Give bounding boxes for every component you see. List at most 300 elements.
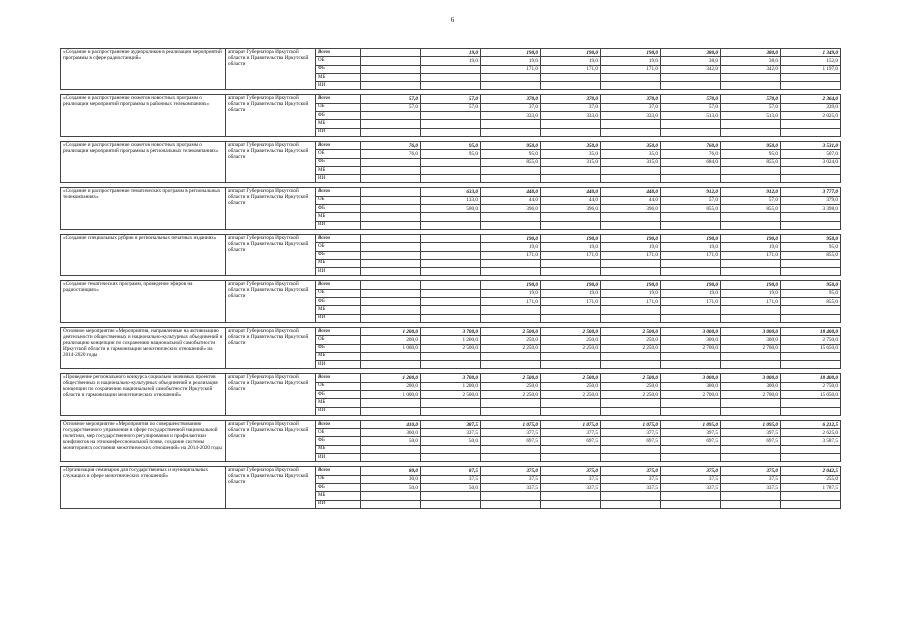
year-amount-cell: 250,0 bbox=[481, 382, 541, 390]
funding-source: Всего bbox=[316, 188, 361, 196]
year-amount-cell bbox=[541, 454, 601, 462]
table-row bbox=[61, 374, 841, 382]
year-amount-cell bbox=[721, 120, 781, 128]
year-amount-cell: 1 095,0 bbox=[661, 420, 721, 428]
year-amount-cell bbox=[721, 166, 781, 174]
total-amount-cell: 855,0 bbox=[781, 251, 841, 259]
year-amount-cell: 190,0 bbox=[661, 281, 721, 289]
year-amount-cell: 440,0 bbox=[541, 188, 601, 196]
year-amount-cell: 200,0 bbox=[361, 382, 421, 390]
total-amount-cell: 2 042,5 bbox=[781, 467, 841, 475]
year-amount-cell: 57,0 bbox=[421, 95, 481, 103]
year-amount-cell bbox=[601, 268, 661, 276]
year-amount-cell bbox=[601, 73, 661, 81]
year-amount-cell bbox=[361, 128, 421, 136]
year-amount-cell: 440,0 bbox=[601, 188, 661, 196]
year-amount-cell: 171,0 bbox=[601, 298, 661, 306]
activity-name: «Создание тематических программ, проведение эфиров на радиостанциях» bbox=[61, 281, 226, 322]
funding-source: ФБ bbox=[316, 158, 361, 166]
year-amount-cell bbox=[421, 500, 481, 508]
year-amount-cell bbox=[421, 289, 481, 297]
year-amount-cell bbox=[421, 112, 481, 120]
year-amount-cell: 37,5 bbox=[421, 475, 481, 483]
year-amount-cell bbox=[721, 306, 781, 314]
total-amount-cell bbox=[781, 221, 841, 229]
year-amount-cell: 370,0 bbox=[541, 95, 601, 103]
year-amount-cell: 397,5 bbox=[661, 429, 721, 437]
funding-source: МБ bbox=[316, 73, 361, 81]
year-amount-cell: 95,0 bbox=[481, 150, 541, 158]
year-amount-cell bbox=[721, 221, 781, 229]
year-amount-cell: 190,0 bbox=[541, 281, 601, 289]
table-row bbox=[61, 467, 841, 475]
year-amount-cell: 1 095,0 bbox=[721, 420, 781, 428]
year-amount-cell bbox=[421, 361, 481, 369]
year-amount-cell bbox=[421, 352, 481, 360]
total-amount-cell bbox=[781, 120, 841, 128]
year-amount-cell bbox=[421, 221, 481, 229]
table-row bbox=[61, 420, 841, 428]
total-amount-cell: 255,0 bbox=[781, 475, 841, 483]
year-amount-cell: 171,0 bbox=[481, 251, 541, 259]
year-amount-cell bbox=[361, 120, 421, 128]
year-amount-cell: 19,0 bbox=[481, 243, 541, 251]
year-amount-cell bbox=[721, 445, 781, 453]
year-amount-cell: 171,0 bbox=[481, 65, 541, 73]
year-amount-cell bbox=[661, 314, 721, 322]
funding-source: ИИ bbox=[316, 407, 361, 415]
executor-name: аппарат Губернатора Иркутской области и Правительства Иркутской области bbox=[226, 141, 316, 182]
page-number: 6 bbox=[450, 16, 455, 24]
total-amount-cell: 95,0 bbox=[781, 289, 841, 297]
activity-name: «Создание специальных рубрик в региональных печатных изданиях» bbox=[61, 234, 226, 275]
year-amount-cell bbox=[481, 175, 541, 183]
year-amount-cell bbox=[601, 454, 661, 462]
year-amount-cell: 2 700,0 bbox=[661, 390, 721, 398]
year-amount-cell: 3 000,0 bbox=[721, 327, 781, 335]
year-amount-cell: 190,0 bbox=[481, 234, 541, 242]
year-amount-cell: 300,0 bbox=[721, 382, 781, 390]
year-amount-cell bbox=[481, 221, 541, 229]
year-amount-cell: 2 250,0 bbox=[541, 390, 601, 398]
budget-table bbox=[60, 48, 841, 509]
year-amount-cell bbox=[721, 259, 781, 267]
year-amount-cell: 38,0 bbox=[721, 57, 781, 65]
total-amount-cell: 3 531,0 bbox=[781, 141, 841, 149]
year-amount-cell: 300,0 bbox=[661, 336, 721, 344]
year-amount-cell: 333,0 bbox=[481, 112, 541, 120]
year-amount-cell bbox=[361, 306, 421, 314]
funding-source: Всего bbox=[316, 327, 361, 335]
year-amount-cell: 513,0 bbox=[721, 112, 781, 120]
funding-source: Всего bbox=[316, 281, 361, 289]
year-amount-cell: 2 250,0 bbox=[601, 344, 661, 352]
year-amount-cell: 337,5 bbox=[481, 483, 541, 491]
funding-source: ФБ bbox=[316, 298, 361, 306]
year-amount-cell: 171,0 bbox=[721, 298, 781, 306]
year-amount-cell: 50,0 bbox=[421, 483, 481, 491]
year-amount-cell bbox=[421, 120, 481, 128]
year-amount-cell bbox=[541, 221, 601, 229]
year-amount-cell bbox=[721, 492, 781, 500]
funding-source: ИИ bbox=[316, 361, 361, 369]
year-amount-cell: 250,0 bbox=[601, 336, 661, 344]
year-amount-cell: 95,0 bbox=[721, 150, 781, 158]
year-amount-cell bbox=[481, 73, 541, 81]
year-amount-cell: 30,0 bbox=[361, 475, 421, 483]
year-amount-cell: 337,5 bbox=[421, 429, 481, 437]
year-amount-cell: 2 700,0 bbox=[721, 390, 781, 398]
year-amount-cell: 912,0 bbox=[661, 188, 721, 196]
year-amount-cell bbox=[541, 259, 601, 267]
executor-name: аппарат Губернатора Иркутской области и Правительства Иркутской области bbox=[226, 467, 316, 508]
year-amount-cell: 19,0 bbox=[541, 57, 601, 65]
year-amount-cell bbox=[541, 445, 601, 453]
funding-source: МБ bbox=[316, 213, 361, 221]
year-amount-cell bbox=[361, 251, 421, 259]
year-amount-cell bbox=[661, 445, 721, 453]
year-amount-cell: 19,0 bbox=[601, 243, 661, 251]
funding-source: МБ bbox=[316, 399, 361, 407]
year-amount-cell bbox=[361, 234, 421, 242]
year-amount-cell: 397,5 bbox=[721, 429, 781, 437]
funding-source: ИИ bbox=[316, 454, 361, 462]
funding-source: ИИ bbox=[316, 128, 361, 136]
year-amount-cell: 1 000,0 bbox=[361, 390, 421, 398]
year-amount-cell: 2 500,0 bbox=[541, 327, 601, 335]
year-amount-cell bbox=[481, 445, 541, 453]
year-amount-cell: 87,5 bbox=[421, 467, 481, 475]
funding-source: Всего bbox=[316, 374, 361, 382]
year-amount-cell: 380,0 bbox=[661, 49, 721, 57]
total-amount-cell: 339,0 bbox=[781, 103, 841, 111]
funding-source: ОБ bbox=[316, 336, 361, 344]
year-amount-cell bbox=[541, 500, 601, 508]
year-amount-cell bbox=[661, 73, 721, 81]
year-amount-cell bbox=[421, 158, 481, 166]
year-amount-cell: 19,0 bbox=[421, 49, 481, 57]
year-amount-cell: 2 250,0 bbox=[541, 344, 601, 352]
year-amount-cell: 3 000,0 bbox=[661, 374, 721, 382]
year-amount-cell bbox=[421, 65, 481, 73]
total-amount-cell bbox=[781, 352, 841, 360]
year-amount-cell: 697,5 bbox=[721, 437, 781, 445]
total-amount-cell: 3 777,0 bbox=[781, 188, 841, 196]
year-amount-cell bbox=[661, 500, 721, 508]
year-amount-cell bbox=[481, 120, 541, 128]
year-amount-cell bbox=[721, 213, 781, 221]
year-amount-cell: 377,5 bbox=[481, 429, 541, 437]
total-amount-cell: 18 400,0 bbox=[781, 374, 841, 382]
year-amount-cell: 57,0 bbox=[421, 103, 481, 111]
year-amount-cell: 2 500,0 bbox=[601, 374, 661, 382]
year-amount-cell bbox=[721, 361, 781, 369]
year-amount-cell: 50,0 bbox=[361, 437, 421, 445]
activity-name: «Организация семинаров для государственных и муниципальных служащих в сфере межэтнических отношений» bbox=[61, 467, 226, 508]
year-amount-cell: 19,0 bbox=[721, 289, 781, 297]
year-amount-cell: 19,0 bbox=[721, 243, 781, 251]
year-amount-cell bbox=[361, 213, 421, 221]
year-amount-cell: 80,0 bbox=[361, 467, 421, 475]
year-amount-cell bbox=[421, 166, 481, 174]
year-amount-cell: 855,0 bbox=[721, 205, 781, 213]
year-amount-cell bbox=[601, 259, 661, 267]
year-amount-cell: 76,0 bbox=[361, 150, 421, 158]
year-amount-cell bbox=[421, 407, 481, 415]
year-amount-cell bbox=[361, 399, 421, 407]
year-amount-cell: 912,0 bbox=[721, 188, 781, 196]
year-amount-cell: 500,0 bbox=[421, 205, 481, 213]
year-amount-cell: 171,0 bbox=[601, 251, 661, 259]
total-amount-cell: 507,0 bbox=[781, 150, 841, 158]
year-amount-cell bbox=[541, 361, 601, 369]
activity-name: «Проведение регионального конкурса социально значимых проектов общественных и национально-культурных объединений и реализация концепции по сохранению национальной самобытности Иркутской области и гармонизации межэтнических отношений» bbox=[61, 374, 226, 415]
year-amount-cell bbox=[421, 298, 481, 306]
year-amount-cell: 37,5 bbox=[541, 475, 601, 483]
year-amount-cell bbox=[601, 361, 661, 369]
total-amount-cell: 950,0 bbox=[781, 281, 841, 289]
funding-source: ФБ bbox=[316, 251, 361, 259]
year-amount-cell bbox=[661, 120, 721, 128]
year-amount-cell: 342,0 bbox=[721, 65, 781, 73]
year-amount-cell bbox=[481, 166, 541, 174]
year-amount-cell bbox=[601, 175, 661, 183]
total-amount-cell bbox=[781, 314, 841, 322]
funding-source: МБ bbox=[316, 492, 361, 500]
year-amount-cell: 171,0 bbox=[541, 65, 601, 73]
year-amount-cell bbox=[541, 306, 601, 314]
year-amount-cell: 50,0 bbox=[361, 483, 421, 491]
year-amount-cell bbox=[661, 213, 721, 221]
year-amount-cell: 697,5 bbox=[601, 437, 661, 445]
year-amount-cell: 396,0 bbox=[481, 205, 541, 213]
table-row bbox=[61, 281, 841, 289]
year-amount-cell bbox=[421, 128, 481, 136]
activity-name: «Создание и распространение тематических программ в региональных телекомпаниях» bbox=[61, 188, 226, 229]
executor-name: аппарат Губернатора Иркутской области и Правительства Иркутской области bbox=[226, 327, 316, 368]
total-amount-cell: 3 024,0 bbox=[781, 158, 841, 166]
total-amount-cell: 6 212,5 bbox=[781, 420, 841, 428]
funding-source: ОБ bbox=[316, 196, 361, 204]
year-amount-cell bbox=[541, 352, 601, 360]
year-amount-cell: 2 250,0 bbox=[601, 390, 661, 398]
budget-table-body bbox=[61, 49, 841, 509]
year-amount-cell: 855,0 bbox=[481, 158, 541, 166]
year-amount-cell: 300,0 bbox=[721, 336, 781, 344]
funding-source: Всего bbox=[316, 49, 361, 57]
funding-source: Всего bbox=[316, 420, 361, 428]
year-amount-cell: 37,5 bbox=[481, 475, 541, 483]
year-amount-cell: 697,5 bbox=[481, 437, 541, 445]
funding-source: ФБ bbox=[316, 437, 361, 445]
year-amount-cell bbox=[721, 399, 781, 407]
total-amount-cell bbox=[781, 259, 841, 267]
year-amount-cell: 377,5 bbox=[541, 429, 601, 437]
funding-source: МБ bbox=[316, 120, 361, 128]
funding-source: ФБ bbox=[316, 112, 361, 120]
year-amount-cell: 190,0 bbox=[601, 49, 661, 57]
year-amount-cell: 44,0 bbox=[481, 196, 541, 204]
total-amount-cell bbox=[781, 399, 841, 407]
year-amount-cell: 375,0 bbox=[721, 467, 781, 475]
year-amount-cell bbox=[541, 166, 601, 174]
year-amount-cell bbox=[481, 82, 541, 90]
year-amount-cell: 380,0 bbox=[721, 49, 781, 57]
year-amount-cell bbox=[421, 243, 481, 251]
year-amount-cell: 1 000,0 bbox=[361, 344, 421, 352]
total-amount-cell bbox=[781, 175, 841, 183]
year-amount-cell: 633,0 bbox=[421, 188, 481, 196]
total-amount-cell bbox=[781, 268, 841, 276]
year-amount-cell: 2 500,0 bbox=[541, 374, 601, 382]
funding-source: ОБ bbox=[316, 475, 361, 483]
executor-name: аппарат Губернатора Иркутской области и Правительства Иркутской области bbox=[226, 420, 316, 461]
year-amount-cell: 337,5 bbox=[661, 483, 721, 491]
year-amount-cell: 337,5 bbox=[541, 483, 601, 491]
total-amount-cell: 152,0 bbox=[781, 57, 841, 65]
funding-source: Всего bbox=[316, 467, 361, 475]
funding-source: МБ bbox=[316, 352, 361, 360]
year-amount-cell: 1 200,0 bbox=[361, 374, 421, 382]
year-amount-cell bbox=[481, 500, 541, 508]
year-amount-cell bbox=[361, 188, 421, 196]
year-amount-cell: 2 500,0 bbox=[601, 327, 661, 335]
year-amount-cell bbox=[481, 407, 541, 415]
year-amount-cell: 315,0 bbox=[541, 158, 601, 166]
year-amount-cell: 57,0 bbox=[721, 196, 781, 204]
year-amount-cell bbox=[481, 361, 541, 369]
year-amount-cell: 19,0 bbox=[481, 57, 541, 65]
year-amount-cell bbox=[361, 407, 421, 415]
year-amount-cell: 950,0 bbox=[721, 141, 781, 149]
year-amount-cell: 250,0 bbox=[481, 336, 541, 344]
executor-name: аппарат Губернатора Иркутской области и Правительства Иркутской области bbox=[226, 49, 316, 90]
year-amount-cell bbox=[661, 82, 721, 90]
total-amount-cell: 3 398,0 bbox=[781, 205, 841, 213]
total-amount-cell: 2 025,0 bbox=[781, 112, 841, 120]
year-amount-cell bbox=[541, 120, 601, 128]
funding-source: ОБ bbox=[316, 429, 361, 437]
year-amount-cell: 375,0 bbox=[601, 467, 661, 475]
year-amount-cell bbox=[361, 289, 421, 297]
year-amount-cell bbox=[541, 73, 601, 81]
total-amount-cell bbox=[781, 445, 841, 453]
year-amount-cell bbox=[421, 306, 481, 314]
year-amount-cell: 95,0 bbox=[421, 150, 481, 158]
year-amount-cell: 360,0 bbox=[361, 429, 421, 437]
total-amount-cell: 2 750,0 bbox=[781, 336, 841, 344]
total-amount-cell bbox=[781, 82, 841, 90]
year-amount-cell bbox=[541, 407, 601, 415]
year-amount-cell: 19,0 bbox=[481, 289, 541, 297]
year-amount-cell bbox=[361, 57, 421, 65]
total-amount-cell bbox=[781, 492, 841, 500]
funding-source: МБ bbox=[316, 259, 361, 267]
year-amount-cell bbox=[601, 445, 661, 453]
year-amount-cell bbox=[661, 407, 721, 415]
total-amount-cell bbox=[781, 213, 841, 221]
year-amount-cell: 396,0 bbox=[541, 205, 601, 213]
funding-source: ИИ bbox=[316, 314, 361, 322]
year-amount-cell bbox=[421, 314, 481, 322]
year-amount-cell: 410,0 bbox=[361, 420, 421, 428]
year-amount-cell bbox=[541, 314, 601, 322]
year-amount-cell: 375,0 bbox=[541, 467, 601, 475]
total-amount-cell: 95,0 bbox=[781, 243, 841, 251]
year-amount-cell bbox=[361, 314, 421, 322]
executor-name: аппарат Губернатора Иркутской области и Правительства Иркутской области bbox=[226, 188, 316, 229]
total-amount-cell bbox=[781, 500, 841, 508]
year-amount-cell: 377,5 bbox=[601, 429, 661, 437]
year-amount-cell: 171,0 bbox=[661, 251, 721, 259]
year-amount-cell: 19,0 bbox=[661, 289, 721, 297]
total-amount-cell: 2 750,0 bbox=[781, 382, 841, 390]
funding-source: ФБ bbox=[316, 483, 361, 491]
table-row bbox=[61, 327, 841, 335]
year-amount-cell: 697,5 bbox=[661, 437, 721, 445]
year-amount-cell bbox=[481, 352, 541, 360]
year-amount-cell bbox=[361, 196, 421, 204]
year-amount-cell: 190,0 bbox=[481, 281, 541, 289]
year-amount-cell bbox=[601, 120, 661, 128]
year-amount-cell: 57,0 bbox=[721, 103, 781, 111]
executor-name: аппарат Губернатора Иркутской области и Правительства Иркутской области bbox=[226, 281, 316, 322]
year-amount-cell: 1 200,0 bbox=[361, 327, 421, 335]
table-row bbox=[61, 49, 841, 57]
year-amount-cell: 76,0 bbox=[661, 150, 721, 158]
year-amount-cell bbox=[421, 399, 481, 407]
year-amount-cell bbox=[661, 454, 721, 462]
year-amount-cell bbox=[361, 281, 421, 289]
funding-source: МБ bbox=[316, 445, 361, 453]
year-amount-cell bbox=[721, 73, 781, 81]
year-amount-cell bbox=[541, 175, 601, 183]
year-amount-cell: 1 075,0 bbox=[601, 420, 661, 428]
activity-name: «Создание и распространение аудиороликов в реализации мероприятий программы в сфере радиостанций» bbox=[61, 49, 226, 90]
year-amount-cell bbox=[421, 251, 481, 259]
year-amount-cell bbox=[481, 268, 541, 276]
year-amount-cell bbox=[361, 454, 421, 462]
total-amount-cell: 379,0 bbox=[781, 196, 841, 204]
year-amount-cell bbox=[361, 243, 421, 251]
year-amount-cell: 337,5 bbox=[721, 483, 781, 491]
executor-name: аппарат Губернатора Иркутской области и Правительства Иркутской области bbox=[226, 374, 316, 415]
funding-source: ИИ bbox=[316, 221, 361, 229]
total-amount-cell bbox=[781, 166, 841, 174]
funding-source: ИИ bbox=[316, 268, 361, 276]
total-amount-cell: 2 625,0 bbox=[781, 429, 841, 437]
year-amount-cell bbox=[421, 454, 481, 462]
funding-source: Всего bbox=[316, 95, 361, 103]
year-amount-cell bbox=[601, 492, 661, 500]
year-amount-cell bbox=[661, 268, 721, 276]
year-amount-cell bbox=[361, 112, 421, 120]
year-amount-cell bbox=[661, 352, 721, 360]
year-amount-cell bbox=[361, 166, 421, 174]
year-amount-cell: 1 075,0 bbox=[481, 420, 541, 428]
year-amount-cell: 37,0 bbox=[601, 103, 661, 111]
year-amount-cell: 250,0 bbox=[601, 382, 661, 390]
year-amount-cell bbox=[661, 399, 721, 407]
year-amount-cell: 190,0 bbox=[721, 281, 781, 289]
year-amount-cell: 440,0 bbox=[481, 188, 541, 196]
year-amount-cell: 95,0 bbox=[421, 141, 481, 149]
year-amount-cell: 3 700,0 bbox=[421, 374, 481, 382]
year-amount-cell: 57,0 bbox=[661, 103, 721, 111]
year-amount-cell bbox=[721, 314, 781, 322]
table-row bbox=[61, 141, 841, 149]
funding-source: ОБ bbox=[316, 103, 361, 111]
